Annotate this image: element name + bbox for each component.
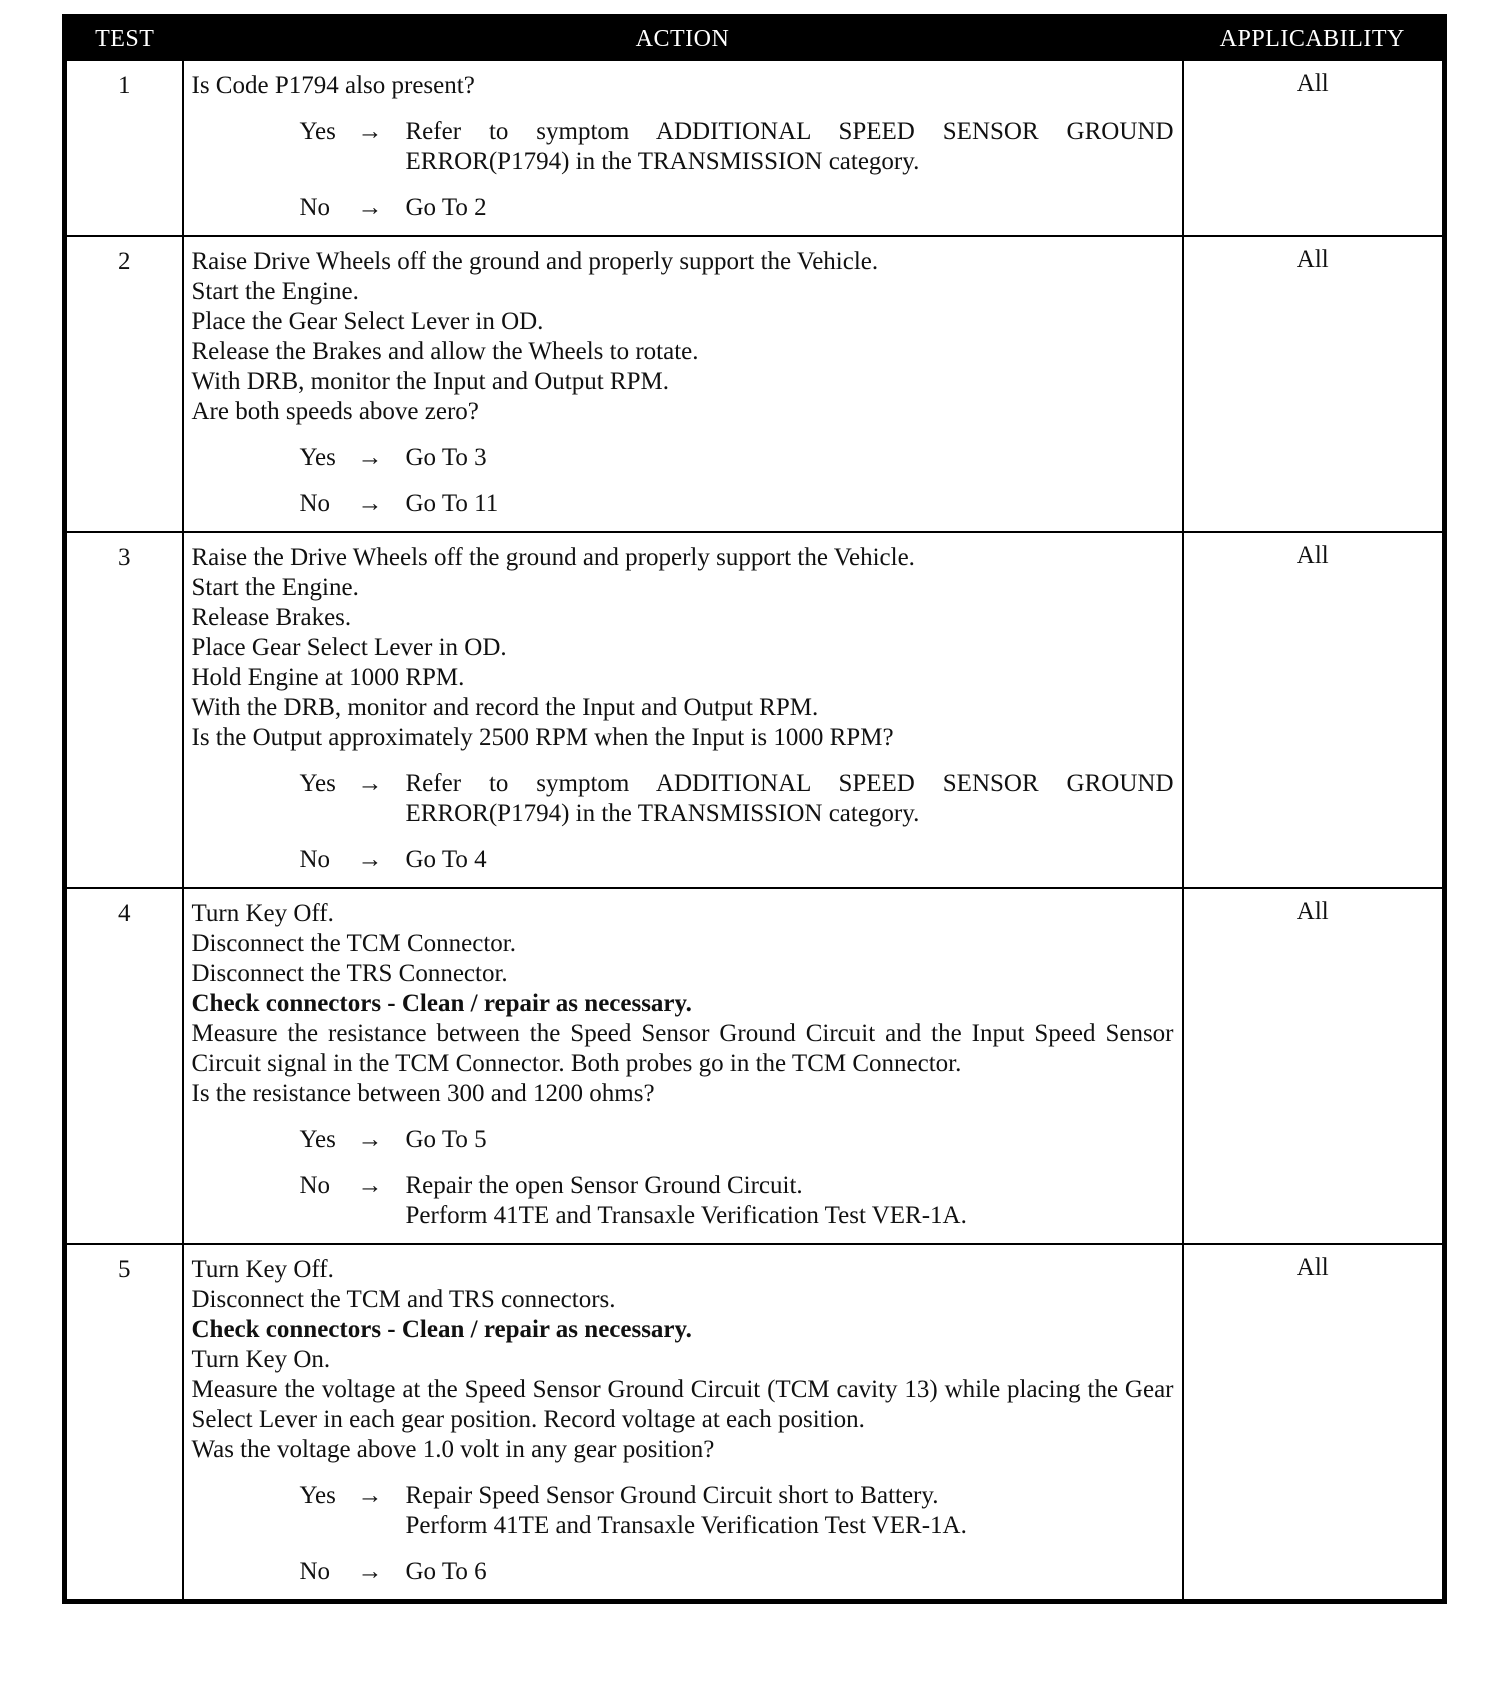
action-line: Release the Brakes and allow the Wheels to rotate.	[191, 338, 699, 365]
answer-list	[192, 1125, 1174, 1231]
answer-text-line: Refer to symptom ADDITIONAL SPEED SENSOR GROUND ERROR(P1794) in the TRANSMISSION category.	[405, 118, 1174, 175]
answer-no	[300, 845, 1174, 875]
answer-yes-label: Yes	[299, 1482, 336, 1509]
action-line: Is the resistance between 300 and 1200 ohms?	[191, 1080, 655, 1107]
action-line: Hold Engine at 1000 RPM.	[191, 664, 465, 691]
answer-no-label: No	[299, 846, 331, 873]
arrow-right-icon: →	[357, 194, 383, 221]
arrow-right-icon: →	[357, 1172, 383, 1199]
arrow-right-icon: →	[357, 118, 383, 145]
table-row	[65, 1244, 1445, 1602]
action-cell	[183, 1244, 1183, 1602]
header-action: ACTION	[183, 17, 1183, 61]
answer-no-label: No	[299, 490, 331, 517]
answer-text-line: Perform 41TE and Transaxle Verification Test VER-1A.	[405, 1202, 967, 1229]
answer-no-label: No	[299, 194, 331, 221]
answer-yes-text	[406, 769, 1174, 829]
diagnostic-page	[62, 14, 1442, 1604]
answer-text-line: Go To 6	[405, 1558, 487, 1585]
answer-no-label: No	[299, 1558, 331, 1585]
table-body	[65, 60, 1445, 1602]
action-line: Release Brakes.	[191, 604, 352, 631]
applicability-value: All	[1183, 888, 1445, 1244]
action-line: Turn Key Off.	[191, 1256, 334, 1283]
action-line: Place the Gear Select Lever in OD.	[191, 308, 544, 335]
answer-no-text	[406, 845, 1174, 875]
answer-no-text	[406, 1171, 1174, 1231]
action-cell	[183, 60, 1183, 236]
action-line: Was the voltage above 1.0 volt in any gear position?	[191, 1436, 715, 1463]
answer-yes-text	[406, 117, 1174, 177]
action-cell	[183, 532, 1183, 888]
answer-yes-text	[406, 443, 1174, 473]
answer-text-line: Repair the open Sensor Ground Circuit.	[405, 1172, 803, 1199]
action-line: Measure the voltage at the Speed Sensor Ground Circuit (TCM cavity 13) while placing the Gear Select Lever in each gear position. Record voltage at each position.	[191, 1376, 1174, 1433]
answer-no	[300, 1557, 1174, 1587]
answer-text-line: Go To 4	[405, 846, 487, 873]
table-row	[65, 60, 1445, 236]
applicability-value: All	[1183, 236, 1445, 532]
answer-text-line: Go To 3	[405, 444, 487, 471]
table-header-row	[65, 17, 1445, 61]
action-line: Turn Key Off.	[191, 900, 334, 927]
action-line: Are both speeds above zero?	[191, 398, 479, 425]
answer-yes-label: Yes	[299, 770, 336, 797]
action-cell	[183, 888, 1183, 1244]
diagnostic-test-table	[62, 14, 1447, 1604]
action-line: Raise the Drive Wheels off the ground and properly support the Vehicle.	[191, 544, 915, 571]
table-row	[65, 236, 1445, 532]
action-cell	[183, 236, 1183, 532]
action-line: Measure the resistance between the Speed Sensor Ground Circuit and the Input Speed Sensor Circuit signal in the TCM Connector. Both probes go in the TCM Connector.	[191, 1020, 1174, 1077]
arrow-right-icon: →	[357, 444, 383, 471]
answer-no	[300, 1171, 1174, 1231]
answer-text-line: Go To 11	[405, 490, 499, 517]
action-line: Place Gear Select Lever in OD.	[191, 634, 507, 661]
action-line: Start the Engine.	[191, 278, 359, 305]
answer-yes	[300, 769, 1174, 829]
answer-no-text	[406, 1557, 1174, 1587]
answer-list	[192, 769, 1174, 875]
answer-text-line: Go To 5	[405, 1126, 487, 1153]
action-line: Disconnect the TRS Connector.	[191, 960, 508, 987]
answer-text-line: Perform 41TE and Transaxle Verification Test VER-1A.	[405, 1512, 967, 1539]
table-row	[65, 888, 1445, 1244]
table-row	[65, 532, 1445, 888]
arrow-right-icon: →	[357, 1558, 383, 1585]
applicability-value: All	[1183, 1244, 1445, 1602]
action-line-bold: Check connectors - Clean / repair as necessary.	[191, 990, 692, 1017]
answer-no-label: No	[299, 1172, 331, 1199]
arrow-right-icon: →	[357, 846, 383, 873]
answer-yes-label: Yes	[299, 118, 336, 145]
answer-yes	[300, 117, 1174, 177]
action-line: Disconnect the TCM Connector.	[191, 930, 516, 957]
test-number: 3	[65, 532, 183, 888]
answer-list	[192, 1481, 1174, 1587]
arrow-right-icon: →	[357, 1482, 383, 1509]
test-number: 4	[65, 888, 183, 1244]
test-number: 5	[65, 1244, 183, 1602]
action-line-bold: Check connectors - Clean / repair as necessary.	[191, 1316, 692, 1343]
test-number: 2	[65, 236, 183, 532]
answer-no	[300, 489, 1174, 519]
answer-yes-text	[406, 1125, 1174, 1155]
answer-list	[192, 117, 1174, 223]
action-line: With the DRB, monitor and record the Input and Output RPM.	[191, 694, 819, 721]
answer-text-line: Repair Speed Sensor Ground Circuit short to Battery.	[405, 1482, 939, 1509]
applicability-value: All	[1183, 532, 1445, 888]
arrow-right-icon: →	[357, 490, 383, 517]
answer-text-line: Go To 2	[405, 194, 487, 221]
header-test: TEST	[65, 17, 183, 61]
test-number: 1	[65, 60, 183, 236]
arrow-right-icon: →	[357, 1126, 383, 1153]
action-line: Is Code P1794 also present?	[191, 72, 475, 99]
header-applicability: APPLICABILITY	[1183, 17, 1445, 61]
action-line: With DRB, monitor the Input and Output RPM.	[191, 368, 669, 395]
action-line: Raise Drive Wheels off the ground and properly support the Vehicle.	[191, 248, 879, 275]
answer-yes-text	[406, 1481, 1174, 1541]
arrow-right-icon: →	[357, 770, 383, 797]
action-line: Is the Output approximately 2500 RPM when the Input is 1000 RPM?	[191, 724, 894, 751]
answer-yes-label: Yes	[299, 1126, 336, 1153]
answer-no	[300, 193, 1174, 223]
action-line: Start the Engine.	[191, 574, 359, 601]
answer-list	[192, 443, 1174, 519]
answer-yes	[300, 1481, 1174, 1541]
answer-yes	[300, 1125, 1174, 1155]
action-line: Turn Key On.	[191, 1346, 331, 1373]
answer-text-line: Refer to symptom ADDITIONAL SPEED SENSOR GROUND ERROR(P1794) in the TRANSMISSION category.	[405, 770, 1174, 827]
answer-no-text	[406, 489, 1174, 519]
applicability-value: All	[1183, 60, 1445, 236]
action-line: Disconnect the TCM and TRS connectors.	[191, 1286, 616, 1313]
answer-no-text	[406, 193, 1174, 223]
answer-yes	[300, 443, 1174, 473]
answer-yes-label: Yes	[299, 444, 336, 471]
